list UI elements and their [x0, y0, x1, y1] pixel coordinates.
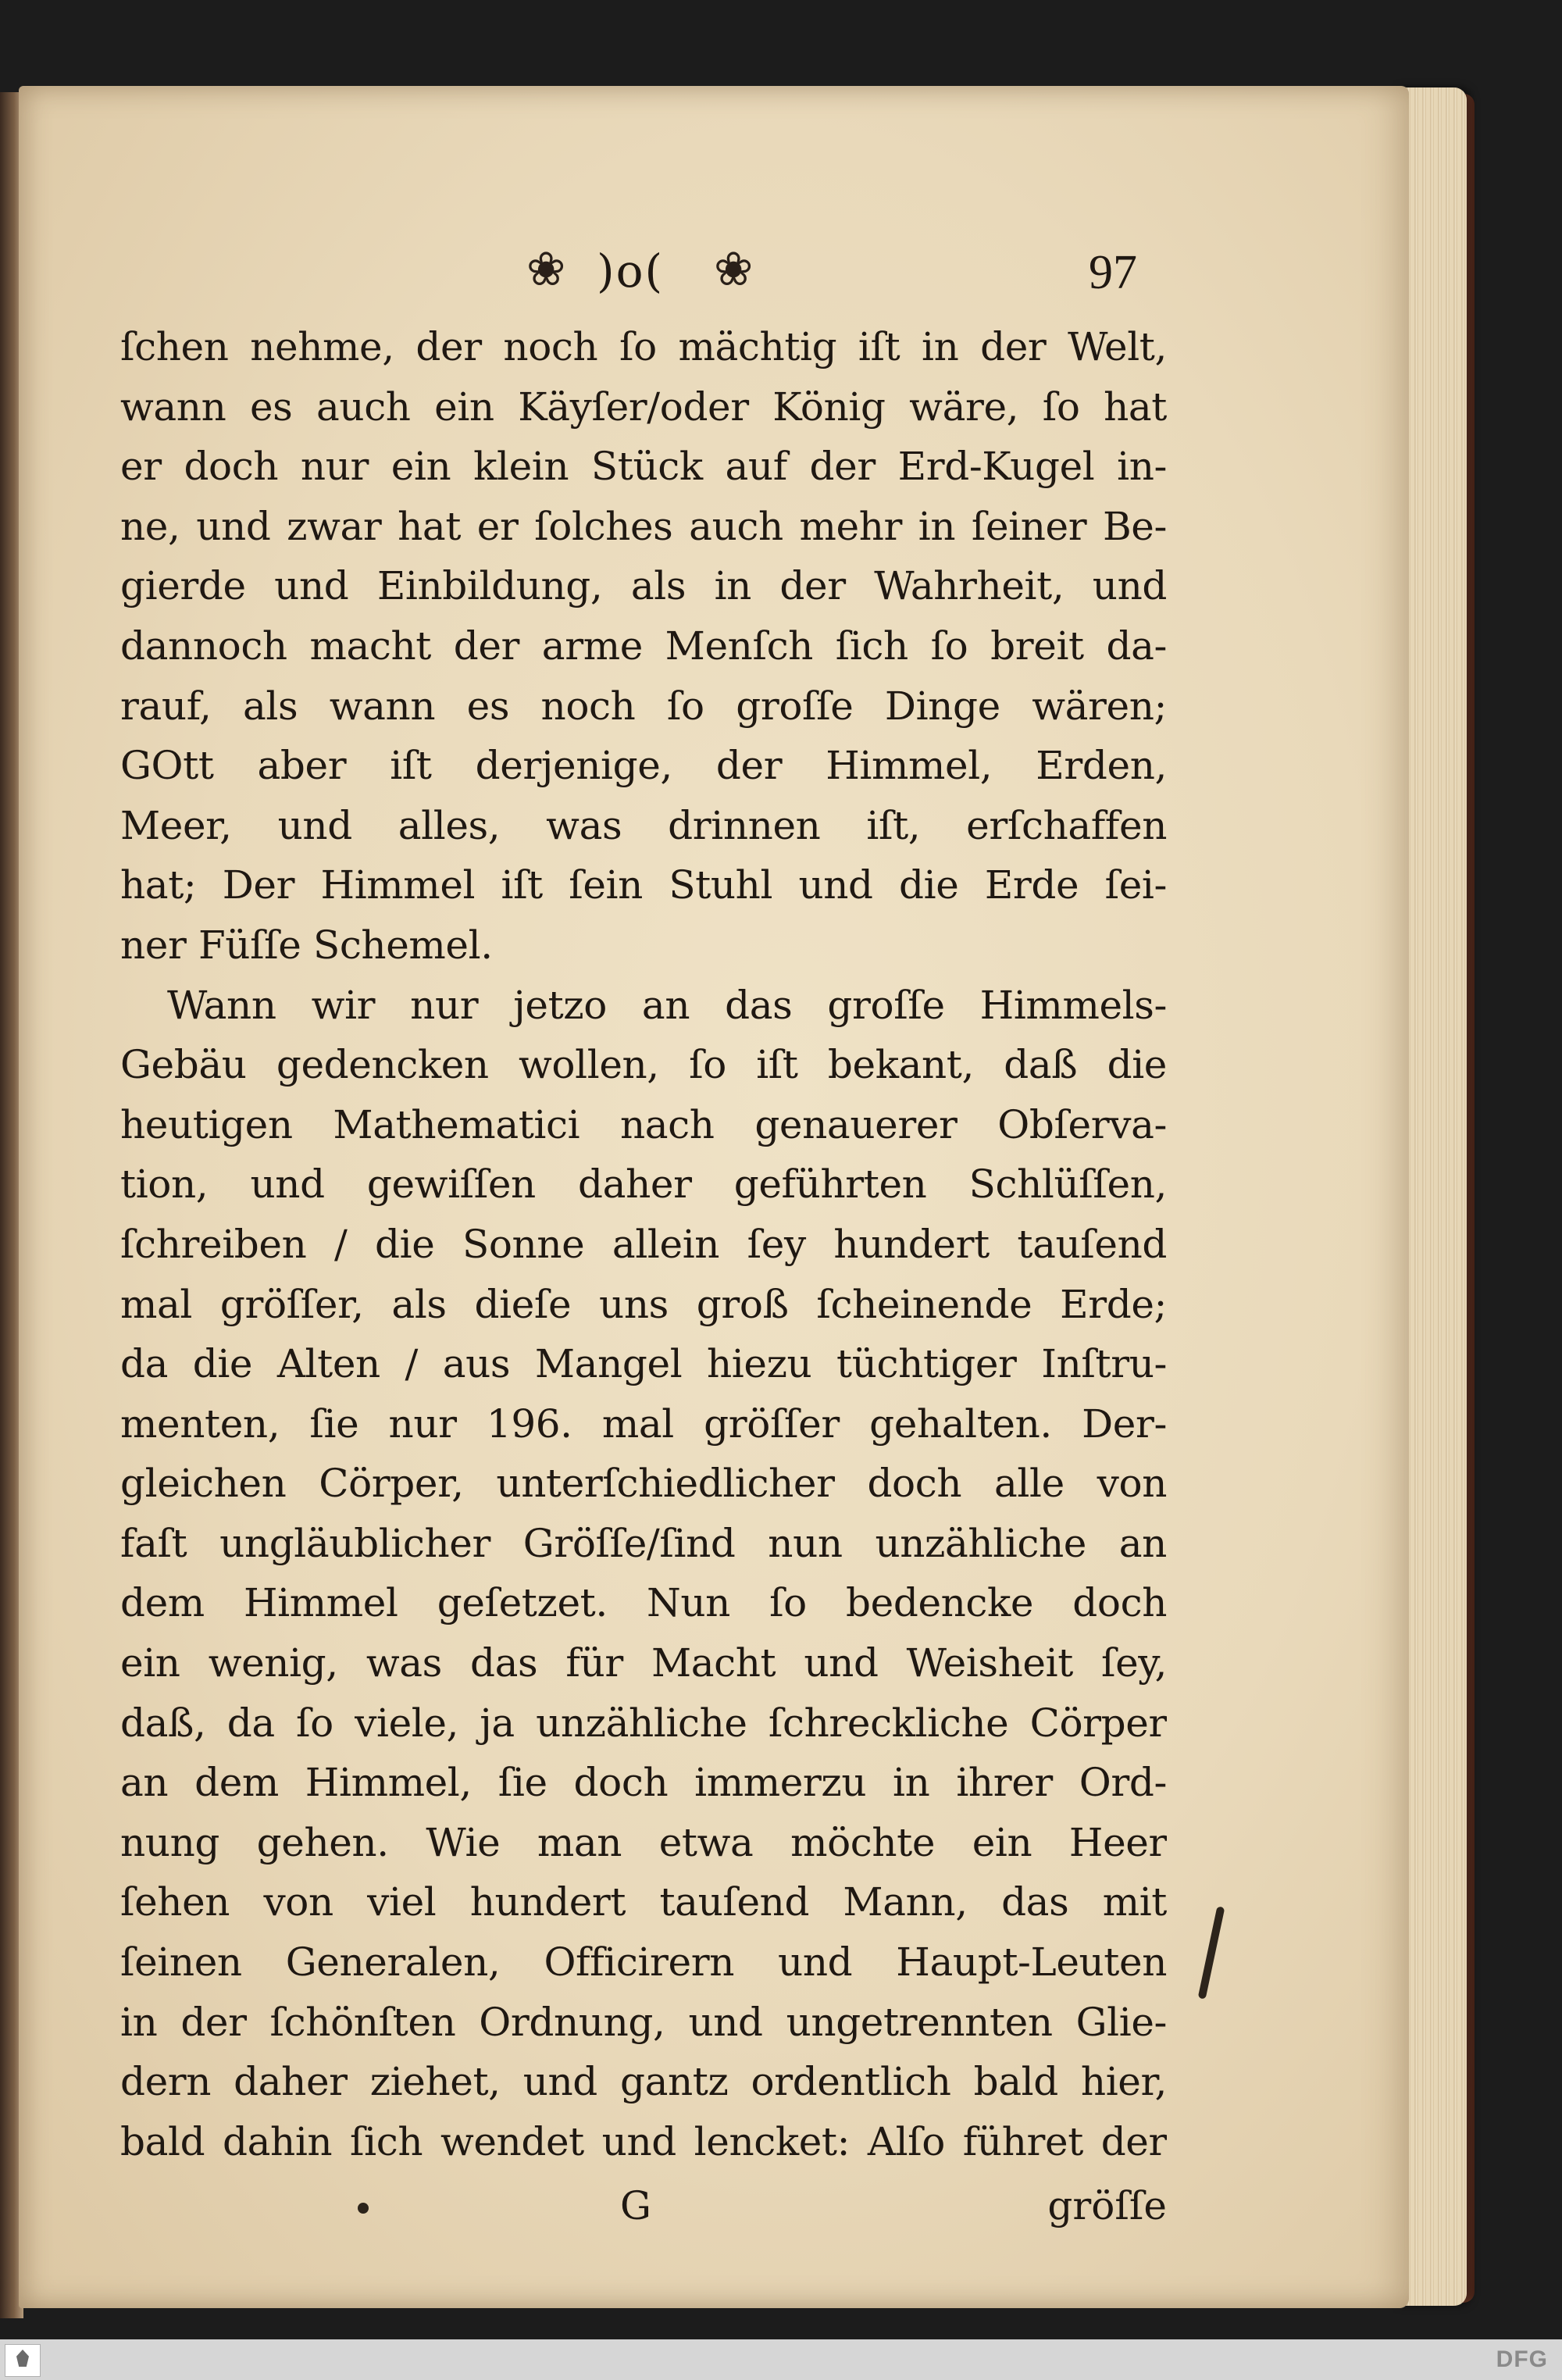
text-line: gierde und Einbildung, als in der Wahrheit, und [120, 563, 1167, 609]
flower-ornament-icon: ❀ [526, 242, 566, 297]
text-line: faſt ungläublicher Gröſſe/ſind nun unzähliche an [120, 1520, 1167, 1566]
ink-spot [358, 2203, 369, 2214]
text-line: menten, ſie nur 196. mal gröſſer gehalten. Der- [120, 1401, 1167, 1447]
text-line: tion, und gewiſſen daher geführten Schlüſſen, [120, 1161, 1167, 1208]
body-text [120, 317, 1167, 2171]
text-line: Meer, und alles, was drinnen iſt, erſchaffen [120, 802, 1167, 848]
text-line: er doch nur ein klein Stück auf der Erd-Kugel in- [120, 444, 1167, 490]
catchword: gröſſe [1047, 2183, 1167, 2229]
text-line: an dem Himmel, ſie doch immerzu in ihrer Ord- [120, 1760, 1167, 1806]
text-line: ſchen nehme, der noch ſo mächtig iſt in der Welt, [120, 324, 1167, 369]
text-line: ner Füſſe Schemel. [120, 922, 493, 968]
text-line: ſchreiben / die Sonne allein ſey hundert tauſend [120, 1221, 1167, 1267]
flower-ornament-icon: ❀ [714, 242, 754, 297]
signature-mark: G [620, 2183, 651, 2229]
text-line: gleichen Cörper, unterſchiedlicher doch alle von [120, 1461, 1167, 1507]
text-line: heutigen Mathematici nach genauerer Obſerva- [120, 1101, 1167, 1147]
text-line: dannoch macht der arme Menſch ſich ſo breit da- [120, 623, 1167, 669]
text-line: ein wenig, was das für Macht und Weisheit ſey, [120, 1640, 1167, 1686]
running-head [120, 238, 1167, 312]
text-line: in der ſchönſten Ordnung, und ungetrennten Glie- [120, 1999, 1167, 2045]
text-line: ne, und zwar hat er ſolches auch mehr in ſeiner Be- [120, 503, 1167, 549]
text-line: Gebäu gedencken wollen, ſo iſt bekant, daß die [120, 1042, 1167, 1088]
text-line: dern daher ziehet, und gantz ordentlich bald hier, [120, 2059, 1167, 2105]
text-line: ſehen von viel hundert tauſend Mann, das mit [120, 1879, 1167, 1925]
running-head-mark: )o( [597, 244, 665, 298]
text-line: mal gröſſer, als dieſe uns groß ſcheinende Erde; [120, 1281, 1167, 1327]
page-number: 97 [1089, 246, 1137, 299]
dfg-logo[interactable]: DFG [1496, 2346, 1548, 2372]
text-line: nung gehen. Wie man etwa möchte ein Heer [120, 1819, 1167, 1865]
text-line: GOtt aber iſt derjenige, der Himmel, Erden, [120, 743, 1167, 789]
text-line: wann es auch ein Käyſer/oder König wäre, ſo hat [120, 384, 1167, 430]
text-line: da die Alten / aus Mangel hiezu tüchtiger Inſtru- [120, 1341, 1167, 1387]
text-line: Wann wir nur jetzo an das groſſe Himmels- [167, 982, 1167, 1028]
library-logo-icon[interactable] [5, 2344, 41, 2377]
page-footer [120, 2176, 1167, 2239]
book-page [19, 86, 1409, 2308]
text-line: bald dahin ſich wendet und lencket: Alſo führet der [120, 2118, 1167, 2164]
viewer-footer-bar [0, 2339, 1562, 2380]
text-line: daß, da ſo viele, ja unzähliche ſchreckliche Cörper [120, 1700, 1167, 1746]
text-line: hat; Der Himmel iſt ſein Stuhl und die Erde ſei- [120, 862, 1167, 908]
text-line: rauf, als wann es noch ſo groſſe Dinge wären; [120, 683, 1167, 729]
text-line: ſeinen Generalen, Officirern und Haupt-Leuten [120, 1939, 1167, 1986]
text-line: dem Himmel geſetzet. Nun ſo bedencke doch [120, 1580, 1167, 1626]
page-text-block [120, 238, 1167, 2239]
